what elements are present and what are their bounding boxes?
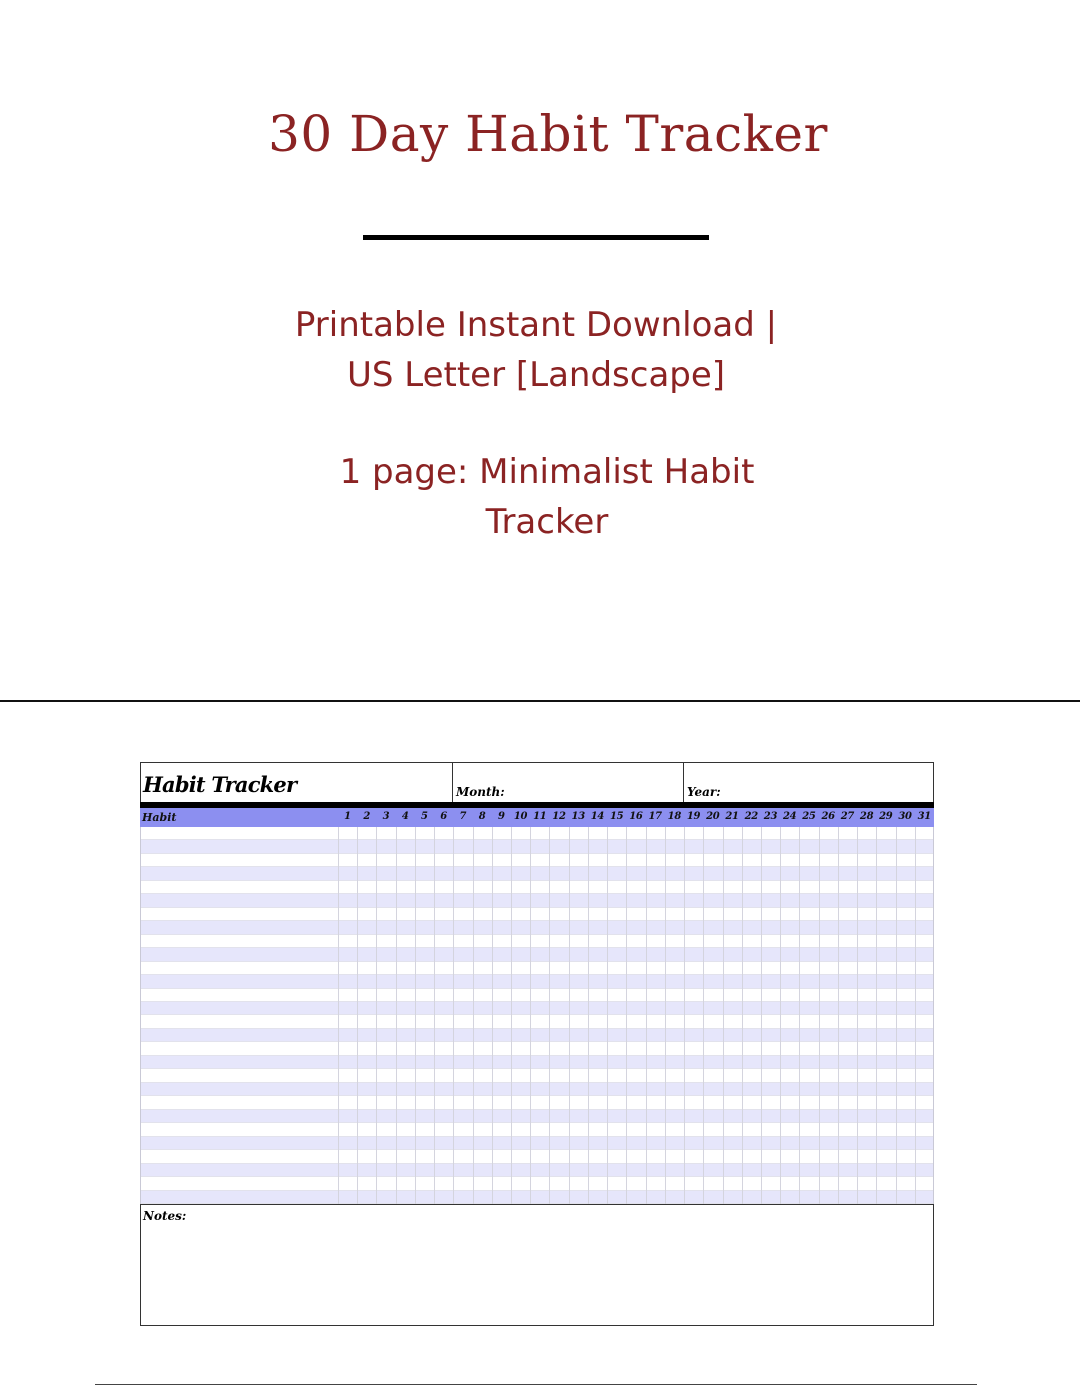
tracker-title: Habit Tracker [143, 772, 297, 797]
year-field [684, 763, 933, 803]
day-column-header: 26 [821, 811, 835, 822]
habit-row [141, 1083, 933, 1096]
day-column-header: 3 [382, 811, 390, 822]
habit-row [141, 1096, 933, 1109]
day-column-header: 21 [725, 811, 739, 822]
day-column-line [434, 827, 435, 1204]
habit-row [141, 894, 933, 907]
day-column-header: 23 [763, 811, 778, 822]
day-column-line [453, 827, 454, 1204]
day-column-header: 15 [609, 811, 624, 822]
habit-row [141, 1016, 933, 1029]
day-column-header: 13 [571, 811, 585, 822]
habit-row [141, 1177, 933, 1190]
day-column-line [530, 827, 531, 1204]
day-column-header: 27 [840, 811, 855, 822]
title-underline [363, 235, 709, 240]
day-column-line [511, 827, 512, 1204]
day-column-line [415, 827, 416, 1204]
habit-row [141, 948, 933, 961]
page-count-description [0, 447, 1080, 547]
day-column-line [876, 827, 877, 1204]
grid-header-row [140, 808, 934, 827]
year-label: Year: [687, 785, 721, 799]
day-column-header: 11 [533, 811, 547, 822]
day-column-line [761, 827, 762, 1204]
day-column-line [338, 827, 339, 1204]
day-column-line [357, 827, 358, 1204]
habit-row [141, 1029, 933, 1042]
habit-row [141, 854, 933, 867]
day-column-line [723, 827, 724, 1204]
subtitle-line-3: 1 page: Minimalist Habit [339, 452, 755, 492]
day-column-line [896, 827, 897, 1204]
day-column-header: 10 [513, 811, 528, 822]
habit-row [141, 1056, 933, 1069]
day-column-line [703, 827, 704, 1204]
habit-row [141, 935, 933, 948]
day-column-line [588, 827, 589, 1204]
habit-row [141, 867, 933, 880]
day-column-header: 24 [783, 811, 797, 822]
day-column-header: 1 [344, 811, 351, 822]
habit-row [141, 1123, 933, 1136]
habit-row [141, 1110, 933, 1123]
subtitle-line-2: US Letter [Landscape] [346, 355, 726, 395]
habit-row [141, 1069, 933, 1082]
day-column-header: 19 [686, 811, 701, 822]
day-column-line [549, 827, 550, 1204]
habit-row [141, 962, 933, 975]
habit-row [141, 840, 933, 853]
day-column-line [857, 827, 858, 1204]
habit-row [141, 1164, 933, 1177]
habit-row [141, 908, 933, 921]
day-column-header: 20 [706, 811, 720, 822]
subtitle-line-4: Tracker [485, 502, 609, 542]
day-column-header: 29 [879, 811, 893, 822]
day-column-header: 22 [744, 811, 758, 822]
day-column-header: 8 [478, 811, 486, 822]
day-column-line [799, 827, 800, 1204]
day-column-line [742, 827, 743, 1204]
notes-label: Notes: [143, 1209, 187, 1223]
subtitle-line-1: Printable Instant Download | [294, 305, 778, 345]
day-column-header: 28 [859, 811, 874, 822]
day-column-header: 7 [459, 811, 467, 822]
day-column-header: 4 [401, 811, 409, 822]
day-column-header: 14 [590, 811, 605, 822]
day-column-header: 12 [552, 811, 566, 822]
day-column-line [915, 827, 916, 1204]
habit-grid [140, 827, 934, 1204]
habit-row [141, 1042, 933, 1055]
day-column-header: 30 [898, 811, 912, 822]
day-column-line [665, 827, 666, 1204]
day-column-header: 9 [497, 811, 505, 822]
habit-row [141, 881, 933, 894]
day-column-line [838, 827, 839, 1204]
day-column-header: 5 [421, 811, 428, 822]
page-title: 30 Day Habit Tracker [268, 105, 828, 163]
day-column-header: 18 [667, 811, 681, 822]
habit-row [141, 1137, 933, 1150]
day-column-line [684, 827, 685, 1204]
day-column-header: 16 [629, 811, 643, 822]
habit-row [141, 1002, 933, 1015]
habit-tracker-preview [140, 762, 934, 1326]
day-column-line [473, 827, 474, 1204]
habit-column-header: Habit [142, 811, 177, 824]
habit-row [141, 1150, 933, 1163]
day-column-header: 6 [440, 811, 447, 822]
day-column-header: 2 [363, 811, 371, 822]
month-label: Month: [456, 785, 505, 799]
day-column-line [780, 827, 781, 1204]
habit-row [141, 921, 933, 934]
day-column-line [819, 827, 820, 1204]
day-column-line [607, 827, 608, 1204]
day-column-header: 31 [917, 811, 931, 822]
notes-box [140, 1204, 934, 1326]
day-column-line [626, 827, 627, 1204]
bottom-rule [95, 1384, 977, 1385]
habit-row [141, 827, 933, 840]
product-description [0, 300, 1072, 400]
day-column-line [646, 827, 647, 1204]
day-column-line [492, 827, 493, 1204]
day-column-line [376, 827, 377, 1204]
day-column-line [396, 827, 397, 1204]
section-divider [0, 700, 1080, 702]
habit-row [141, 1191, 933, 1204]
tracker-title-cell [141, 763, 453, 803]
tracker-header [140, 762, 934, 803]
month-field [453, 763, 684, 803]
day-column-header: 17 [648, 811, 662, 822]
day-column-line [569, 827, 570, 1204]
day-column-header: 25 [802, 811, 816, 822]
habit-row [141, 989, 933, 1002]
habit-row [141, 975, 933, 988]
